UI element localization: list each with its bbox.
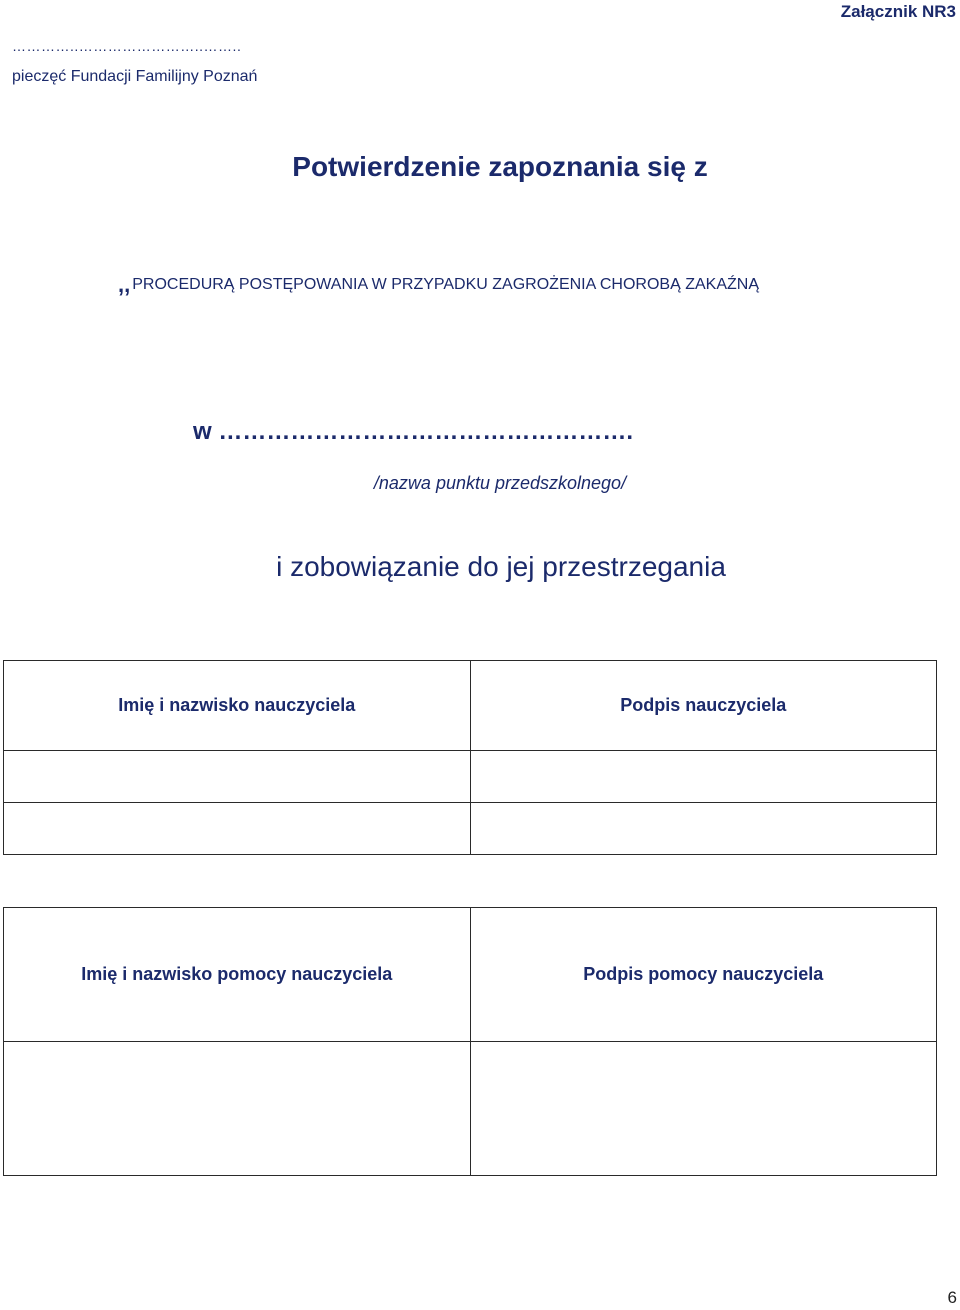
assistant-name-header: Imię i nazwisko pomocy nauczyciela xyxy=(4,908,471,1042)
teacher-signature-table xyxy=(3,660,937,855)
assistant-signature-table xyxy=(3,907,937,1176)
table-header-row xyxy=(4,908,937,1042)
table-header-row xyxy=(4,661,937,751)
table-row xyxy=(4,803,937,855)
assistant-signature-cell[interactable] xyxy=(470,1042,937,1176)
assistant-name-cell[interactable] xyxy=(4,1042,471,1176)
teacher-signature-cell[interactable] xyxy=(470,803,937,855)
teacher-name-header: Imię i nazwisko nauczyciela xyxy=(4,661,471,751)
procedure-open-quote: ,, xyxy=(118,272,131,297)
place-fill-dots: ……………………………………………. xyxy=(218,418,634,445)
page-number: 6 xyxy=(947,1288,957,1307)
place-line xyxy=(193,418,633,446)
teacher-name-cell[interactable] xyxy=(4,803,471,855)
assistant-signature-header: Podpis pomocy nauczyciela xyxy=(470,908,937,1042)
place-prefix: w xyxy=(193,418,212,445)
procedure-text: PROCEDURĄ POSTĘPOWANIA W PRZYPADKU ZAGROŻENIA CHOROBĄ ZAKAŹNĄ xyxy=(132,276,759,293)
procedure-name xyxy=(118,272,759,298)
teacher-name-cell[interactable] xyxy=(4,751,471,803)
place-hint: /nazwa punktu przedszkolnego/ xyxy=(373,473,627,493)
attachment-label: Załącznik NR3 xyxy=(840,2,956,21)
document-title: Potwierdzenie zapoznania się z xyxy=(292,151,708,182)
stamp-dots-line: …………..……………………..…….. xyxy=(12,38,242,54)
teacher-signature-cell[interactable] xyxy=(470,751,937,803)
teacher-signature-header: Podpis nauczyciela xyxy=(470,661,937,751)
table-row xyxy=(4,751,937,803)
stamp-label: pieczęć Fundacji Familijny Poznań xyxy=(12,68,258,85)
commitment-text: i zobowiązanie do jej przestrzegania xyxy=(276,551,726,582)
table-row xyxy=(4,1042,937,1176)
